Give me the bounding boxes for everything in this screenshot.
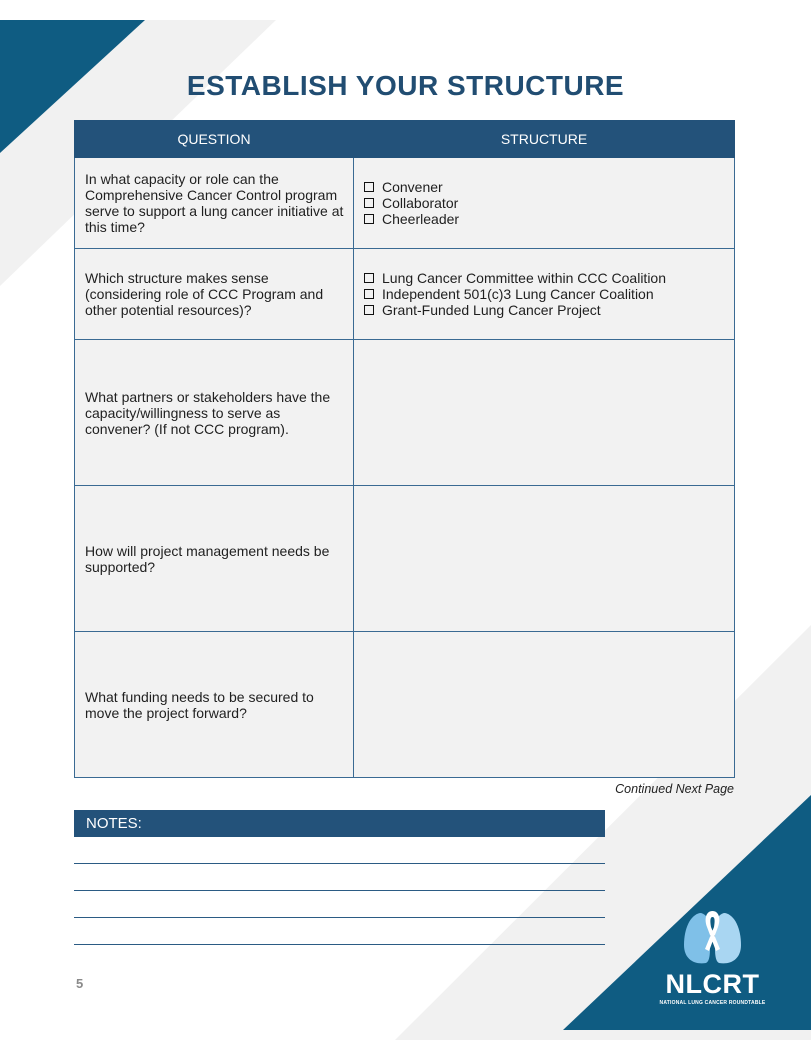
checkbox-icon[interactable] — [364, 214, 374, 224]
checkbox-option[interactable] — [364, 286, 726, 302]
logo-tagline: NATIONAL LUNG CANCER ROUNDTABLE — [659, 1000, 766, 1006]
checkbox-option[interactable] — [364, 195, 726, 211]
checkbox-option[interactable] — [364, 179, 726, 195]
checkbox-option[interactable] — [364, 302, 726, 318]
option-label: Lung Cancer Committee within CCC Coalition — [382, 270, 667, 286]
page-title: ESTABLISH YOUR STRUCTURE — [186, 70, 625, 101]
column-header-question: QUESTION — [75, 121, 354, 158]
checkbox-icon[interactable] — [364, 289, 374, 299]
table-row — [75, 249, 735, 340]
nlcrt-logo — [650, 905, 775, 1015]
option-label: Cheerleader — [382, 211, 460, 227]
table-row — [75, 486, 735, 632]
question-cell: In what capacity or role can the Comprehensive Cancer Control program serve to support a lung cancer initiative at this time? — [75, 158, 354, 249]
note-line[interactable] — [74, 890, 605, 891]
option-list — [364, 270, 726, 318]
checkbox-option[interactable] — [364, 270, 726, 286]
option-list — [364, 179, 726, 227]
table-row — [75, 340, 735, 486]
column-header-structure: STRUCTURE — [354, 121, 735, 158]
note-line[interactable] — [74, 863, 605, 864]
question-cell: How will project management needs be supported? — [75, 486, 354, 632]
structure-cell — [354, 158, 735, 249]
structure-answer-field[interactable] — [354, 486, 735, 632]
lungs-ribbon-icon — [650, 905, 775, 969]
option-label: Collaborator — [382, 195, 459, 211]
notes-header: NOTES: — [74, 810, 605, 837]
option-label: Grant-Funded Lung Cancer Project — [382, 302, 601, 318]
option-label: Convener — [382, 179, 443, 195]
checkbox-icon[interactable] — [364, 198, 374, 208]
question-cell: Which structure makes sense (considering role of CCC Program and other potential resources)? — [75, 249, 354, 340]
checkbox-icon[interactable] — [364, 305, 374, 315]
continued-note: Continued Next Page — [615, 782, 734, 796]
logo-name: NLCRT — [665, 969, 760, 999]
checkbox-option[interactable] — [364, 211, 726, 227]
page-number: 5 — [76, 976, 84, 991]
question-cell: What funding needs to be secured to move the project forward? — [75, 632, 354, 778]
table-header-row — [75, 121, 735, 158]
table-row — [75, 158, 735, 249]
note-line[interactable] — [74, 917, 605, 918]
question-cell: What partners or stakeholders have the capacity/willingness to serve as convener? (If not CCC program). — [75, 340, 354, 486]
structure-answer-field[interactable] — [354, 632, 735, 778]
checkbox-icon[interactable] — [364, 182, 374, 192]
structure-answer-field[interactable] — [354, 340, 735, 486]
note-line[interactable] — [74, 944, 605, 945]
structure-cell — [354, 249, 735, 340]
option-label: Independent 501(c)3 Lung Cancer Coalition — [382, 286, 654, 302]
checkbox-icon[interactable] — [364, 273, 374, 283]
structure-table — [74, 120, 735, 778]
table-row — [75, 632, 735, 778]
